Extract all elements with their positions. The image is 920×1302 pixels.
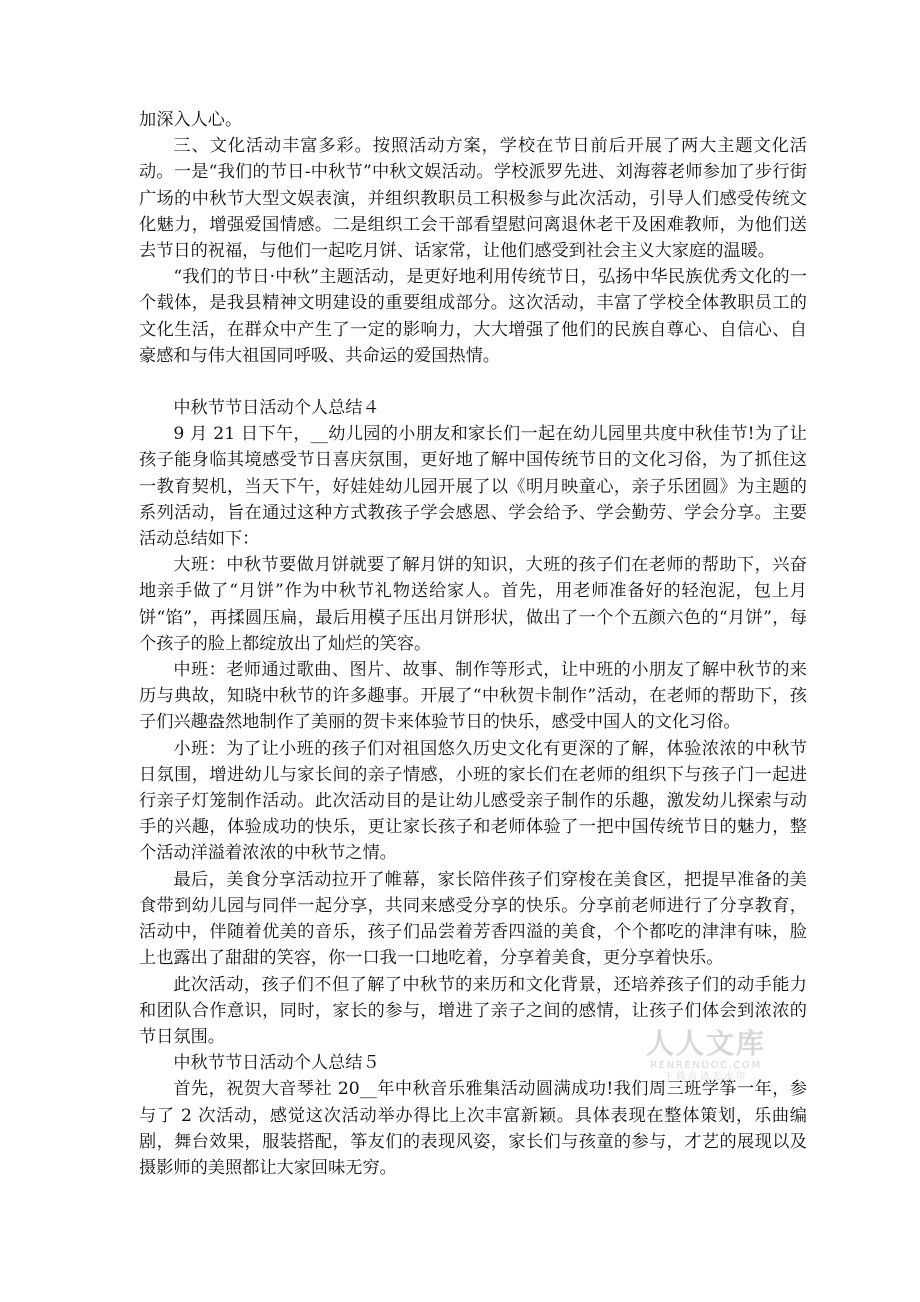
watermark-tagline: 下载高清无水印 — [663, 1072, 748, 1082]
paragraph-middle-class: 中班：老师通过歌曲、图片、故事、制作等形式，让中班的小朋友了解中秋节的来历与典故，知晓中秋节的许多趣事。开展了“中秋贺卡制作”活动，在老师的帮助下，孩子们兴趣盎然地制作了美丽的贺卡来体验节日的快乐，感受中国人的文化习俗。 — [139, 660, 807, 733]
watermark-logo — [636, 1028, 776, 1088]
section-heading-5: 中秋节节日活动个人总结５ — [173, 1053, 380, 1074]
section-heading-4: 中秋节节日活动个人总结４ — [173, 398, 380, 419]
paragraph-theme-summary: “我们的节日·中秋”主题活动，是更好地利用传统节日，弘扬中华民族优秀文化的一个载体，是我县精神文明建设的重要组成部分。这次活动，丰富了学校全体教职员工的文化生活，在群众中产生了一定的影响力，大大增强了他们的民族自尊心、自信心、自豪感和与伟大祖国同呼吸、共命运的爱国热情。 — [139, 267, 807, 366]
watermark-title: 人人文库 — [645, 1027, 766, 1060]
paragraph-continuation: 加深入人心。 — [139, 110, 243, 130]
watermark-domain: RENRENDOC.COM — [650, 1060, 762, 1071]
paragraph-activity-conclusion: 此次活动，孩子们不但了解了中秋节的来历和文化背景，还培养孩子们的动手能力和团队合作意识，同时，家长的参与，增进了亲子之间的感情，让孩子们体会到浓浓的节日氛围。 — [139, 974, 807, 1047]
section-gap — [139, 369, 807, 395]
paragraph-music-society: 首先，祝贺大音琴社 20__年中秋音乐雅集活动圆满成功!我们周三班学筝一年，参与了 2 次活动，感觉这次活动举办得比上次丰富新颖。具体表现在整体策划，乐曲编剧，舞台效果，服装搭配，筝友们的表现风姿，家长们与孩童的参与，才艺的展现以及摄影师的美照都让大家回味无穷。 — [139, 1079, 807, 1178]
document-body — [139, 107, 807, 1181]
paragraph-food-sharing: 最后，美食分享活动拉开了帷幕，家长陪伴孩子们穿梭在美食区，把提早准备的美食带到幼儿园与同伴一起分享，共同来感受分享的快乐。分享前老师进行了分享教育，活动中，伴随着优美的音乐，孩子们品尝着芳香四溢的美食，个个都吃的津津有味，脸上也露出了甜甜的笑容，你一口我一口地吃着，分享着美食，更分享着快乐。 — [139, 869, 807, 969]
paragraph-big-class: 大班：中秋节要做月饼就要了解月饼的知识，大班的孩子们在老师的帮助下，兴奋地亲手做了“月饼”作为中秋节礼物送给家人。首先，用老师准备好的轻泡泥，包上月饼“馅”，再揉圆压扁，最后用模子压出月饼形状，做出了一个个五颜六色的“月饼”，每个孩子的脸上都绽放出了灿烂的笑容。 — [139, 555, 807, 654]
paragraph-kindergarten-intro: 9 月 21 日下午，__幼儿园的小朋友和家长们一起在幼儿园里共度中秋佳节!为了让孩子能身临其境感受节日喜庆氛围，更好地了解中国传统节日的文化习俗，为了抓住这一教育契机，当天下午，好娃娃幼儿园开展了以《明月映童心，亲子乐团圆》为主题的系列活动，旨在通过这种方式教孩子学会感恩、学会给予、学会勤劳、学会分享。主要活动总结如下： — [139, 424, 807, 550]
paragraph-small-class: 小班：为了让小班的孩子们对祖国悠久历史文化有更深的了解，体验浓浓的中秋节日氛围，增进幼儿与家长间的亲子情感，小班的家长们在老师的组织下与孩子门一起进行亲子灯笼制作活动。此次活动目的是让幼儿感受亲子制作的乐趣，激发幼儿探索与动手的兴趣，体验成功的快乐，更让家长孩子和老师体验了一把中国传统节日的魅力，整个活动洋溢着浓浓的中秋节之情。 — [139, 738, 807, 864]
paragraph-cultural-activities: 三、文化活动丰富多彩。按照活动方案，学校在节日前后开展了两大主题文化活动。一是“我们的节日-中秋节”中秋文娱活动。学校派罗先进、刘海蓉老师参加了步行街广场的中秋节大型文娱表演，并组织教职员工积极参与此次活动，引导人们感受传统文化魅力，增强爱国情感。二是组织工会干部看望慰问离退休老干及困难教师，为他们送去节日的祝福，与他们一起吃月饼、话家常，让他们感受到社会主义大家庭的温暖。 — [139, 136, 807, 262]
